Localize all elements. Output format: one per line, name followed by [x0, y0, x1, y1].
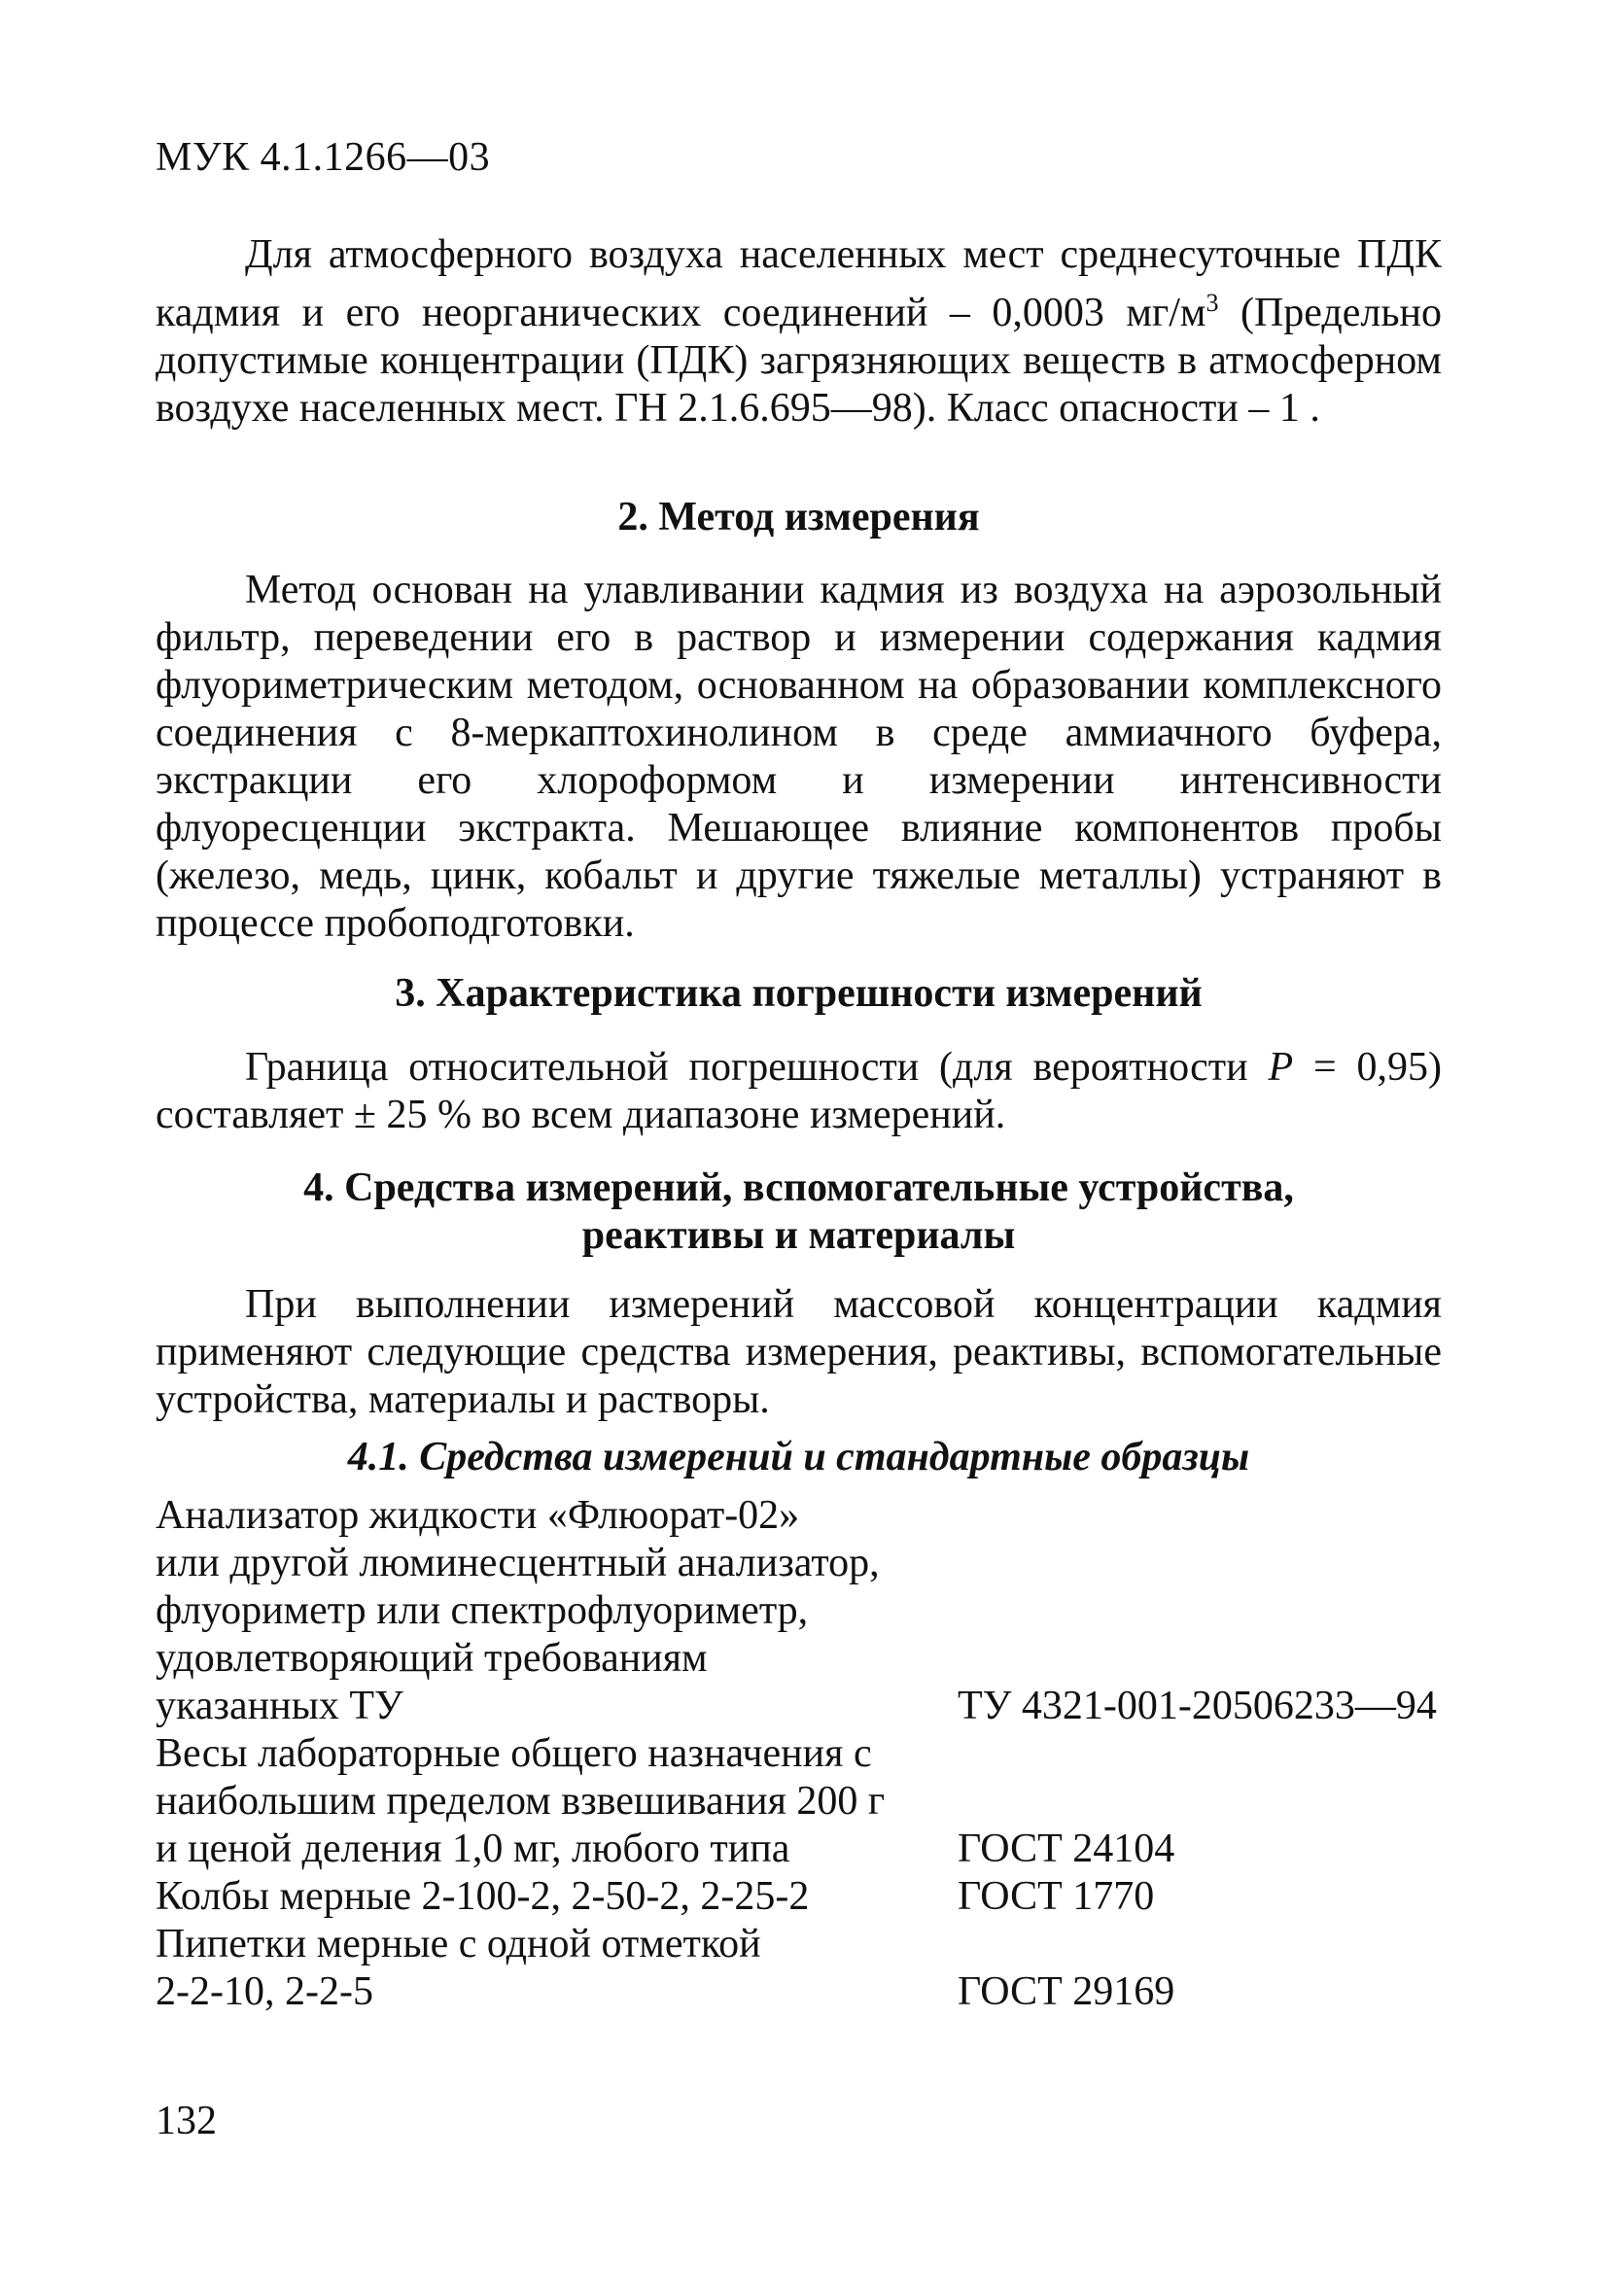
instrument-line: Анализатор жидкости «Флюорат-02» [156, 1493, 800, 1538]
instrument-standard: ГОСТ 1770 [958, 1874, 1155, 1919]
instrument-line: или другой люминесцентный анализатор, [156, 1541, 880, 1585]
instrument-line: наибольшим пределом взвешивания 200 г [156, 1779, 886, 1824]
subsection-4-1-heading: 4.1. Средства измерений и стандартные образцы [347, 1435, 1250, 1479]
instrument-row [156, 1921, 1449, 2016]
intro-text: Для атмосферного воздуха населенных мест среднесуточные ПДК кадмия и его неорганических соединений – 0,0003 мг/м [156, 232, 1442, 335]
probability-symbol: P [1268, 1045, 1294, 1090]
instrument-line: 2-2-10, 2-2-5 [156, 1969, 373, 2014]
intro-superscript: 3 [1205, 289, 1219, 317]
intro-text-after: (Предельно допустимые концентрации (ПДК) загрязняющих веществ в атмосферном воздухе населенных мест. ГН 2.1.6.695—98). Класс опасности – 1 . [156, 291, 1442, 431]
section-3-paragraph [156, 1044, 1442, 1139]
instrument-line: указанных ТУ [156, 1684, 403, 1728]
instrument-line: флуориметр или спектрофлуориметр, [156, 1588, 809, 1633]
section-2-text: Метод основан на улавливании кадмия из воздуха на аэрозольный фильтр, переведении его в раствор и измерении содержания кадмия флуориметрическим методом, основанном на образовании комплексного соединения с 8-меркаптохинолином в среде аммиачного буфера, экстракции его хлороформом и измерении интенсивности флуоресценции экстракта. Мешающее влияние компонентов пробы (железо, медь, цинк, кобальт и другие тяжелые металлы) устраняют в процессе пробоподготовки. [156, 568, 1442, 946]
instrument-row [156, 1873, 1449, 1921]
section-4-heading [156, 1165, 1442, 1260]
instrument-description [156, 1921, 958, 2016]
instrument-description [156, 1730, 958, 1873]
instrument-standard: ТУ 4321-001-20506233—94 [958, 1684, 1437, 1728]
section-4-title-line1: 4. Средства измерений, вспомогательные устройства, [303, 1165, 1294, 1210]
instrument-line: удовлетворяющий требованиям [156, 1636, 708, 1681]
instrument-line: Пипетки мерные с одной отметкой [156, 1922, 761, 1966]
instrument-line: Колбы мерные 2-100-2, 2-50-2, 2-25-2 [156, 1874, 810, 1919]
section-4-paragraph [156, 1281, 1442, 1424]
instrument-standard: ГОСТ 24104 [958, 1826, 1175, 1871]
section-3-heading: 3. Характеристика погрешности измерений [395, 971, 1203, 1016]
instrument-description [156, 1492, 958, 1730]
instrument-standard: ГОСТ 29169 [958, 1969, 1175, 2014]
instrument-description [156, 1873, 958, 1921]
instrument-row [156, 1492, 1449, 1730]
section-3-text-after: = 0,95) составляет ± 25 % во всем диапазоне измерений. [156, 1045, 1442, 1137]
instrument-row [156, 1730, 1449, 1873]
section-3-text-before: Граница относительной погрешности (для вероятности [245, 1045, 1269, 1090]
page-number: 132 [156, 2099, 217, 2143]
section-4-text: При выполнении измерений массовой концентрации кадмия применяют следующие средства измерения, реактивы, вспомогательные устройства, материалы и растворы. [156, 1282, 1442, 1422]
intro-paragraph [156, 231, 1442, 433]
section-2-heading: 2. Метод измерения [617, 495, 980, 539]
instruments-list [156, 1492, 1449, 2016]
document-code-header: МУК 4.1.1266—03 [156, 135, 491, 180]
section-2-paragraph [156, 567, 1442, 948]
section-4-title-line2: реактивы и материалы [581, 1213, 1016, 1258]
instrument-line: Весы лабораторные общего назначения с [156, 1731, 872, 1776]
instrument-line: и ценой деления 1,0 мг, любого типа [156, 1826, 790, 1871]
